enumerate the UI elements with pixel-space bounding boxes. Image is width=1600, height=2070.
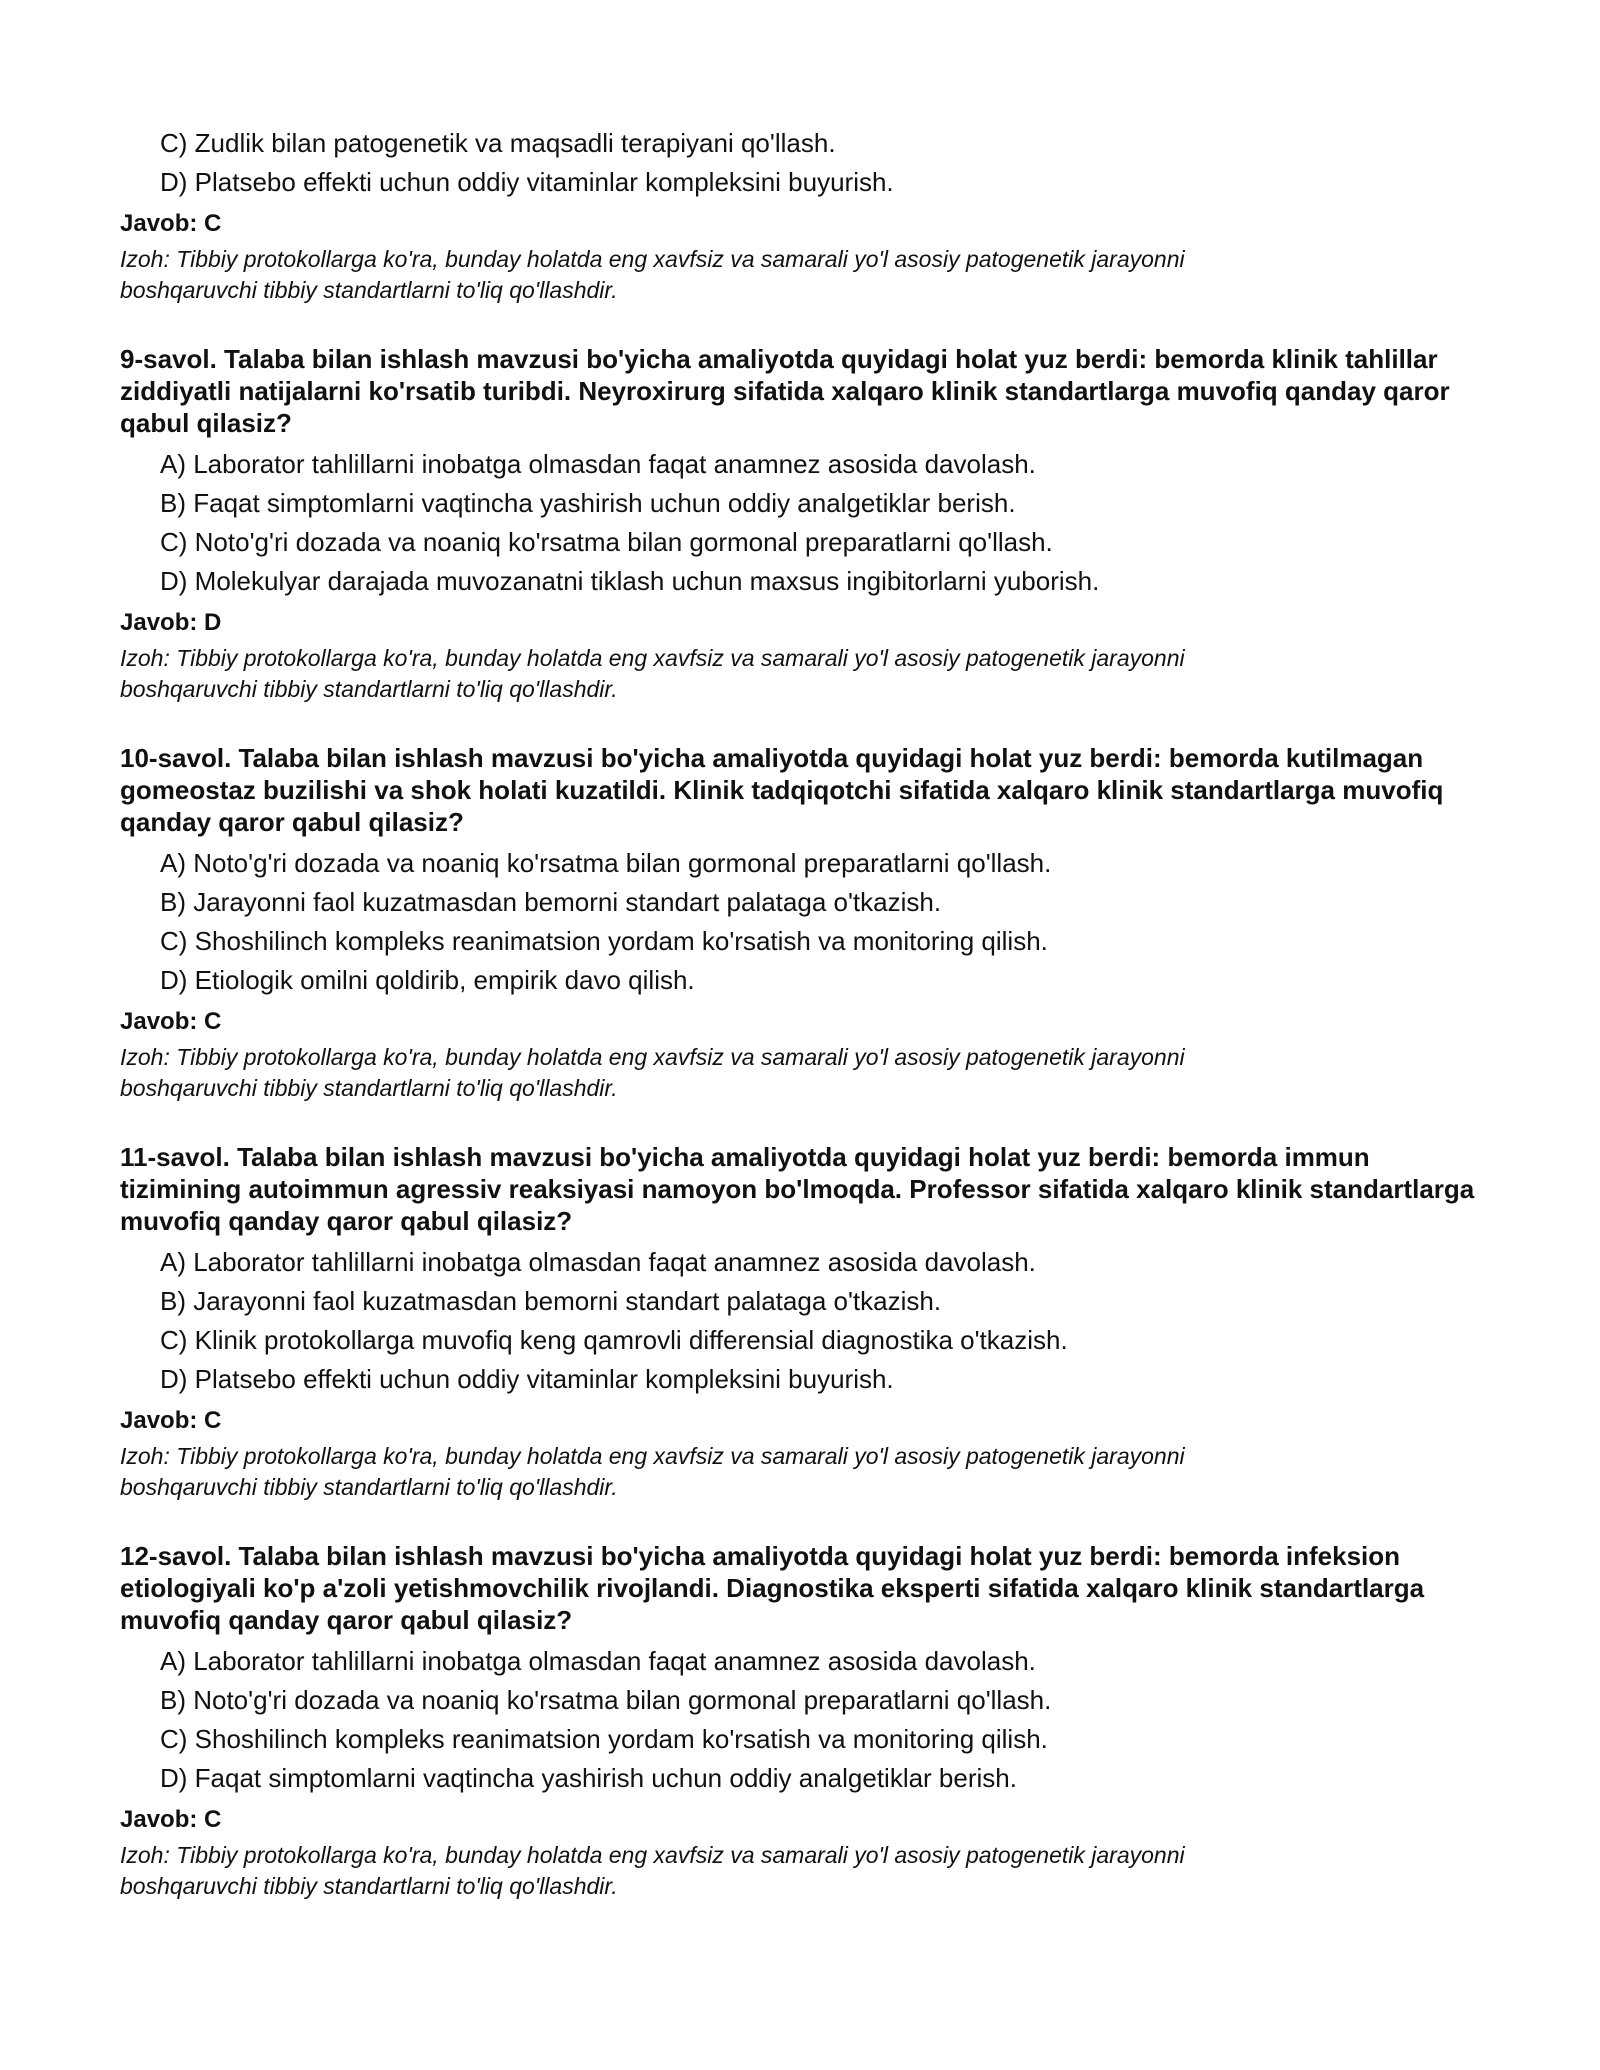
explanation-line-2: boshqaruvchi tibbiy standartlarni to'liq qo'llashdir.	[120, 1474, 618, 1500]
question-text: 11-savol. Talaba bilan ishlash mavzusi bo'yicha amaliyotda quyidagi holat yuz berdi: bemorda immun tizimining autoimmun agressiv reaksiyasi namoyon bo'lmoqda. Professor sifatida xalqaro klinik standartlarga muvofiq qanday qaror qabul qilasiz?	[120, 1142, 1475, 1236]
option-d: D) Platsebo effekti uchun oddiy vitaminlar kompleksini buyurish.	[160, 167, 894, 197]
explanation-line-1: Izoh: Tibbiy protokollarga ko'ra, bunday holatda eng xavfsiz va samarali yo'l asosiy patogenetik jarayonni	[120, 1443, 1185, 1469]
question-block-partial	[120, 124, 1490, 306]
options-list	[120, 844, 1490, 1000]
option-c: C) Zudlik bilan patogenetik va maqsadli terapiyani qo'llash.	[160, 128, 836, 158]
explanation-line-2: boshqaruvchi tibbiy standartlarni to'liq qo'llashdir.	[120, 1075, 618, 1101]
option-a: A) Laborator tahlillarni inobatga olmasdan faqat anamnez asosida davolash.	[160, 1646, 1036, 1676]
explanation-line-2: boshqaruvchi tibbiy standartlarni to'liq qo'llashdir.	[120, 1873, 618, 1899]
options-list	[120, 445, 1490, 601]
option-a: A) Noto'g'ri dozada va noaniq ko'rsatma bilan gormonal preparatlarni qo'llash.	[160, 848, 1052, 878]
option-b: B) Faqat simptomlarni vaqtincha yashirish uchun oddiy analgetiklar berish.	[160, 488, 1016, 518]
question-text: 10-savol. Talaba bilan ishlash mavzusi bo'yicha amaliyotda quyidagi holat yuz berdi: bemorda kutilmagan gomeostaz buzilishi va shok holati kuzatildi. Klinik tadqiqotchi sifatida xalqaro klinik standartlarga muvofiq qanday qaror qabul qilasiz?	[120, 743, 1444, 837]
option-a: A) Laborator tahlillarni inobatga olmasdan faqat anamnez asosida davolash.	[160, 1247, 1036, 1277]
explanation-note	[120, 1042, 1490, 1104]
option-c: C) Klinik protokollarga muvofiq keng qamrovli differensial diagnostika o'tkazish.	[160, 1325, 1068, 1355]
option-d: D) Faqat simptomlarni vaqtincha yashirish uchun oddiy analgetiklar berish.	[160, 1763, 1017, 1793]
answer-label: Javob: D	[120, 609, 222, 636]
question-text: 9-savol. Talaba bilan ishlash mavzusi bo'yicha amaliyotda quyidagi holat yuz berdi: bemorda klinik tahlillar ziddiyatli natijalarni ko'rsatib turibdi. Neyroxirurg sifatida xalqaro klinik standartlarga muvofiq qanday qaror qabul qilasiz?	[120, 344, 1450, 438]
document-page	[120, 124, 1490, 1902]
explanation-note	[120, 643, 1490, 705]
question-block-10	[120, 742, 1490, 1104]
answer-label: Javob: C	[120, 1008, 222, 1035]
options-list	[120, 1243, 1490, 1399]
explanation-note	[120, 244, 1490, 306]
explanation-line-1: Izoh: Tibbiy protokollarga ko'ra, bunday holatda eng xavfsiz va samarali yo'l asosiy patogenetik jarayonni	[120, 1842, 1185, 1868]
explanation-line-2: boshqaruvchi tibbiy standartlarni to'liq qo'llashdir.	[120, 277, 618, 303]
option-c: C) Shoshilinch kompleks reanimatsion yordam ko'rsatish va monitoring qilish.	[160, 926, 1048, 956]
option-b: B) Jarayonni faol kuzatmasdan bemorni standart palataga o'tkazish.	[160, 1286, 942, 1316]
question-block-11	[120, 1141, 1490, 1503]
option-d: D) Etiologik omilni qoldirib, empirik davo qilish.	[160, 965, 695, 995]
option-c: C) Noto'g'ri dozada va noaniq ko'rsatma bilan gormonal preparatlarni qo'llash.	[160, 527, 1053, 557]
question-block-9	[120, 343, 1490, 705]
question-text: 12-savol. Talaba bilan ishlash mavzusi bo'yicha amaliyotda quyidagi holat yuz berdi: bemorda infeksion etiologiyali ko'p a'zoli yetishmovchilik rivojlandi. Diagnostika eksperti sifatida xalqaro klinik standartlarga muvofiq qanday qaror qabul qilasiz?	[120, 1541, 1425, 1635]
option-d: D) Platsebo effekti uchun oddiy vitaminlar kompleksini buyurish.	[160, 1364, 894, 1394]
answer-label: Javob: C	[120, 210, 222, 237]
explanation-note	[120, 1441, 1490, 1503]
answer-label: Javob: C	[120, 1806, 222, 1833]
explanation-line-1: Izoh: Tibbiy protokollarga ko'ra, bunday holatda eng xavfsiz va samarali yo'l asosiy patogenetik jarayonni	[120, 246, 1185, 272]
explanation-line-1: Izoh: Tibbiy protokollarga ko'ra, bunday holatda eng xavfsiz va samarali yo'l asosiy patogenetik jarayonni	[120, 645, 1185, 671]
options-list	[120, 1642, 1490, 1798]
option-d: D) Molekulyar darajada muvozanatni tiklash uchun maxsus ingibitorlarni yuborish.	[160, 566, 1100, 596]
option-b: B) Noto'g'ri dozada va noaniq ko'rsatma bilan gormonal preparatlarni qo'llash.	[160, 1685, 1052, 1715]
option-a: A) Laborator tahlillarni inobatga olmasdan faqat anamnez asosida davolash.	[160, 449, 1036, 479]
option-b: B) Jarayonni faol kuzatmasdan bemorni standart palataga o'tkazish.	[160, 887, 942, 917]
option-c: C) Shoshilinch kompleks reanimatsion yordam ko'rsatish va monitoring qilish.	[160, 1724, 1048, 1754]
answer-label: Javob: C	[120, 1407, 222, 1434]
question-block-12	[120, 1540, 1490, 1902]
explanation-line-1: Izoh: Tibbiy protokollarga ko'ra, bunday holatda eng xavfsiz va samarali yo'l asosiy patogenetik jarayonni	[120, 1044, 1185, 1070]
explanation-line-2: boshqaruvchi tibbiy standartlarni to'liq qo'llashdir.	[120, 676, 618, 702]
options-list	[120, 124, 1490, 202]
explanation-note	[120, 1840, 1490, 1902]
